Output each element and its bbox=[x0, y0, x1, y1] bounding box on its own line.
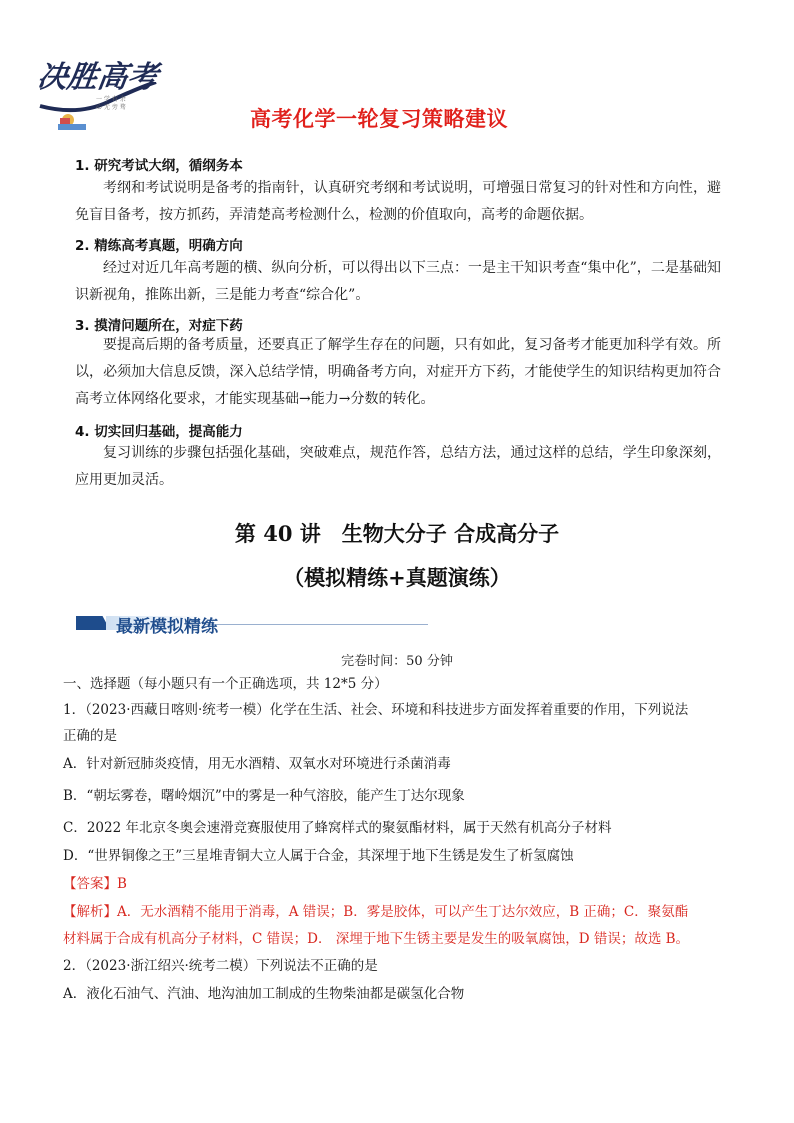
q1-option-b: B．“朝坛雾卷，曙岭烟沉”中的雾是一种气溶胶，能产生丁达尔现象 bbox=[63, 788, 465, 804]
q1-stem-line2: 正确的是 bbox=[63, 728, 117, 744]
logo bbox=[35, 52, 160, 136]
q1-analysis-line1 bbox=[63, 902, 731, 922]
main-title: 高考化学一轮复习策略建议 bbox=[250, 107, 508, 131]
q1-option-a: A．针对新冠肺炎疫情，用无水酒精、双氧水对环境进行杀菌消毒 bbox=[63, 756, 451, 772]
q1-answer bbox=[63, 874, 731, 894]
analysis-label: 【解析】 bbox=[63, 904, 117, 920]
logo-text: 决胜高考 bbox=[35, 60, 160, 95]
logo-motto-line: 一 学 有 余 bbox=[96, 96, 126, 103]
section-banner bbox=[76, 612, 428, 636]
lecture-subtitle: （模拟精练+真题演练） bbox=[283, 565, 511, 590]
q1-stem-line1: 1．（2023·西藏日喀则·统考一模）化学在生活、社会、环境和科技进步方面发挥着重要的作用，下列说法 bbox=[63, 702, 689, 718]
q2-stem: 2．（2023·浙江绍兴·统考二模）下列说法不正确的是 bbox=[63, 958, 378, 974]
q1-analysis-line2: 材料属于合成有机高分子材料，C 错误；D． 深埋于地下生锈主要是发生的吸氧腐蚀，D 错误；故选 B。 bbox=[63, 931, 690, 947]
answer-label: 【答案】 bbox=[63, 876, 117, 892]
section-heading-1: 1. 研究考试大纲，循纲务本 bbox=[75, 158, 243, 174]
question-section-title: 一、选择题（每小题只有一个正确选项，共 12*5 分） bbox=[63, 676, 388, 692]
section-body-3: 要提高后期的备考质量，还要真正了解学生存在的问题，只有如此，复习备考才能更加科学有效。所以，必须加大信息反馈，深入总结学情，明确备考方向，对症开方下药，才能使学生的知识结构更加符合高考立体网络化要求，才能实现基础→能力→分数的转化。 bbox=[75, 337, 721, 407]
q2-option-a: A．液化石油气、汽油、地沟油加工制成的生物柴油都是碳氢化合物 bbox=[63, 986, 465, 1002]
analysis-text: A．无水酒精不能用于消毒，A 错误；B．雾是胶体，可以产生丁达尔效应，B 正确；C．聚氨酯 bbox=[117, 904, 689, 920]
section-heading-2: 2. 精练高考真题，明确方向 bbox=[75, 238, 243, 254]
answer-value: B bbox=[117, 876, 127, 892]
logo-motto-line: 心 无 旁 骛 bbox=[96, 104, 126, 111]
section-body-1: 考纲和考试说明是备考的指南针，认真研究考纲和考试说明，可增强日常复习的针对性和方向性，避免盲目备考，按方抓药，弄清楚高考检测什么，检测的价值取向，高考的命题依据。 bbox=[75, 180, 721, 223]
q1-option-c: C．2022 年北京冬奥会速滑竞赛服使用了蜂窝样式的聚氨酯材料，属于天然有机高分子材料 bbox=[63, 820, 612, 836]
section-body-2: 经过对近几年高考题的横、纵向分析，可以得出以下三点：一是主干知识考查“集中化”，二是基础知识新视角，推陈出新，三是能力考查“综合化”。 bbox=[75, 260, 721, 303]
complete-time: 完卷时间：50 分钟 bbox=[341, 654, 453, 669]
logo-motto bbox=[96, 96, 146, 112]
section-body-4: 复习训练的步骤包括强化基础，突破难点，规范作答，总结方法，通过这样的总结，学生印象深刻，应用更加灵活。 bbox=[75, 445, 721, 488]
banner-title: 最新模拟精练 bbox=[116, 617, 218, 637]
q1-option-d: D．“世界铜像之王”三星堆青铜大立人属于合金，其深埋于地下生锈是发生了析氢腐蚀 bbox=[63, 848, 574, 864]
lecture-title: 第 40 讲 生物大分子 合成高分子 bbox=[234, 521, 560, 546]
section-heading-4: 4. 切实回归基础，提高能力 bbox=[75, 424, 243, 440]
banner-accent-shape bbox=[76, 616, 110, 630]
section-heading-3: 3. 摸清问题所在，对症下药 bbox=[75, 318, 243, 334]
